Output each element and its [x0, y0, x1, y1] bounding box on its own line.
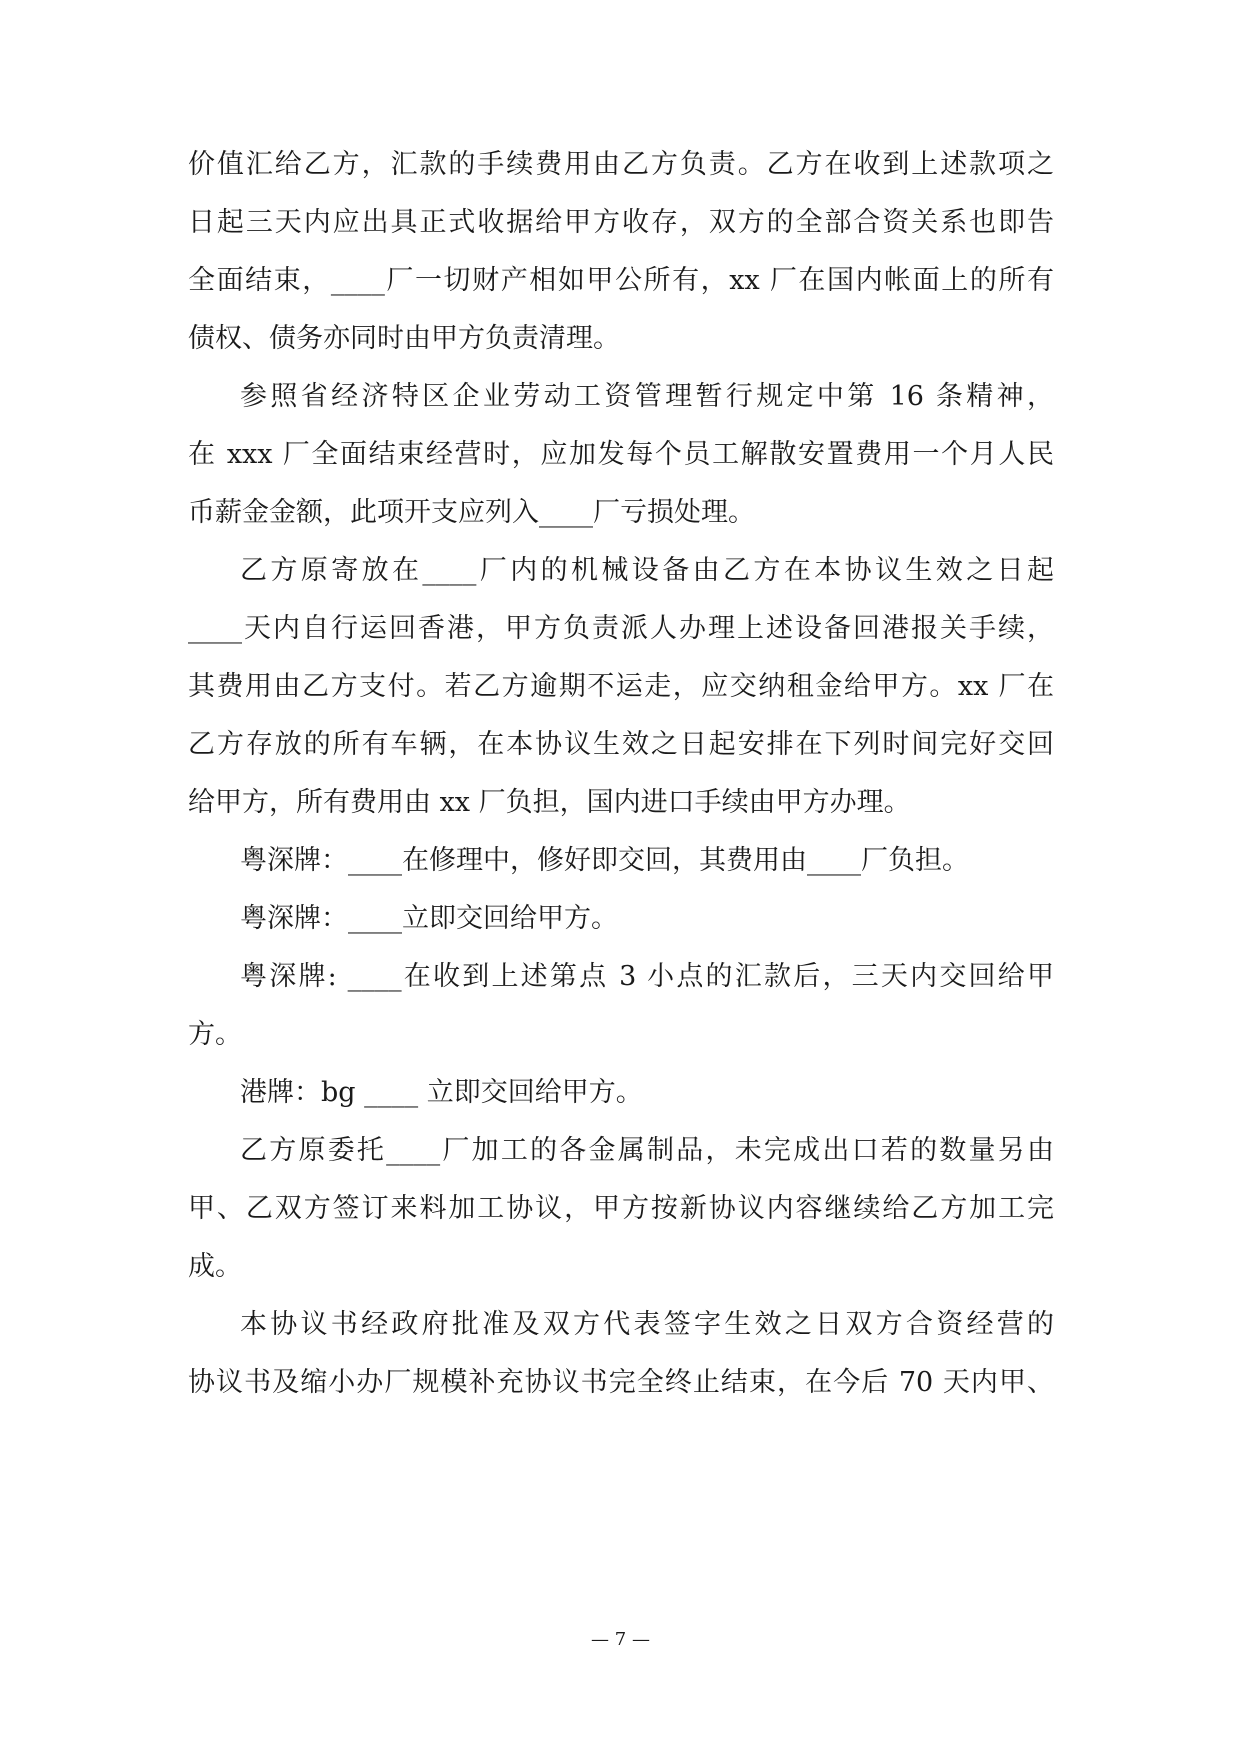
text-line: 全面结束，____厂一切财产相如甲公所有，xx 厂在国内帐面上的所有	[188, 265, 1054, 296]
text-line: 粤深牌: ____在收到上述第点 3 小点的汇款后，三天内交回给甲	[240, 961, 1054, 992]
text-line: ____天内自行运回香港，甲方负责派人办理上述设备回港报关手续，	[188, 613, 1054, 644]
text-line: 其费用由乙方支付。若乙方逾期不运走，应交纳租金给甲方。xx 厂在	[188, 671, 1054, 702]
text-line: 乙方原寄放在____厂内的机械设备由乙方在本协议生效之日起	[240, 555, 1054, 586]
text-line: 粤深牌：____立即交回给甲方。	[240, 903, 618, 934]
text-line: 甲、乙双方签订来料加工协议，甲方按新协议内容继续给乙方加工完	[188, 1193, 1054, 1224]
text-line: 本协议书经政府批准及双方代表签字生效之日双方合资经营的	[240, 1309, 1054, 1340]
text-line: 粤深牌：____在修理中，修好即交回，其费用由____厂负担。	[240, 845, 969, 876]
page-number: — 7 —	[591, 1629, 650, 1650]
text-line: 币薪金金额，此项开支应列入____厂亏损处理。	[188, 497, 755, 528]
text-line: 债权、债务亦同时由甲方负责清理。	[188, 323, 620, 354]
text-line: 参照省经济特区企业劳动工资管理暂行规定中第 16 条精神，	[240, 381, 1054, 412]
text-line: 乙方原委托____厂加工的各金属制品，未完成出口若的数量另由	[240, 1135, 1054, 1166]
text-line: 港牌：bg ____ 立即交回给甲方。	[240, 1077, 643, 1108]
text-line: 日起三天内应出具正式收据给甲方收存，双方的全部合资关系也即告	[188, 207, 1054, 238]
text-line: 在 xxx 厂全面结束经营时，应加发每个员工解散安置费用一个月人民	[188, 439, 1054, 470]
text-line: 成。	[188, 1251, 242, 1282]
text-line: 给甲方，所有费用由 xx 厂负担，国内进口手续由甲方办理。	[188, 787, 911, 818]
text-line: 协议书及缩小办厂规模补充协议书完全终止结束，在今后 70 天内甲、	[188, 1367, 1054, 1398]
text-line: 乙方存放的所有车辆，在本协议生效之日起安排在下列时间完好交回	[188, 729, 1054, 760]
text-line: 价值汇给乙方，汇款的手续费用由乙方负责。乙方在收到上述款项之	[188, 149, 1054, 180]
text-line: 方。	[188, 1019, 242, 1050]
